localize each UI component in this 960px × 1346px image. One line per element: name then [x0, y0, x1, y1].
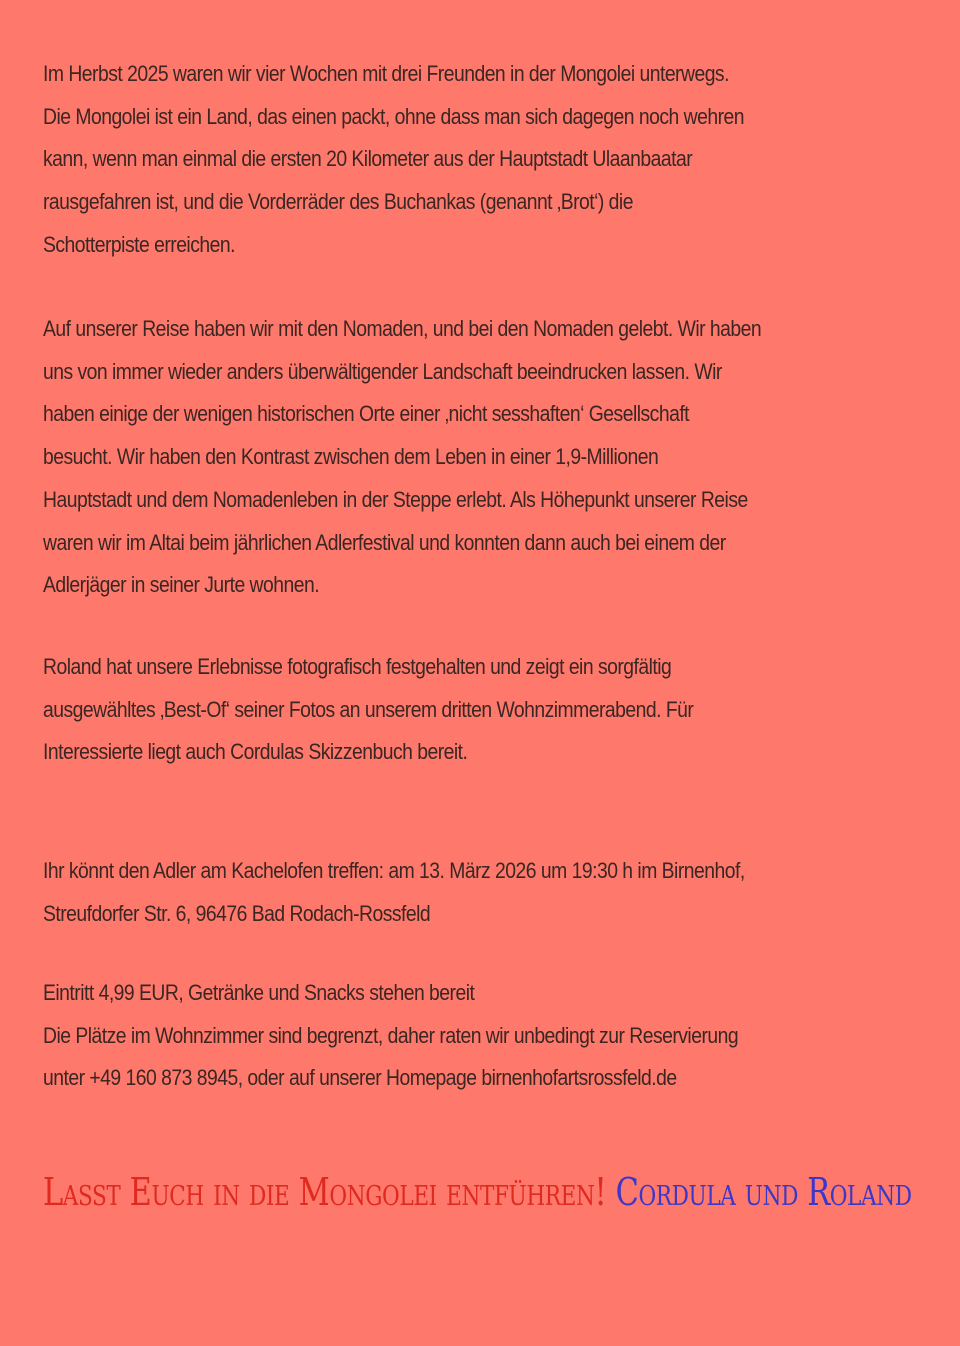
text-line: Adlerjäger in seiner Jurte wohnen. [43, 572, 320, 598]
text-line: Eintritt 4,99 EUR, Getränke und Snacks stehen bereit [43, 980, 475, 1005]
intro-paragraph [43, 53, 817, 267]
text-line: waren wir im Altai beim jährlichen Adlerfestival und konnten dann auch bei einem der [43, 529, 726, 555]
text-line: Ihr könnt den Adler am Kachelofen treffen: am 13. März 2026 um 19:30 h im Birnenhof, [43, 858, 745, 883]
text-line: kann, wenn man einmal die ersten 20 Kilometer aus der Hauptstadt Ulaanbaatar [43, 146, 693, 172]
text-line: Die Mongolei ist ein Land, das einen packt, ohne dass man sich dagegen noch wehren [43, 103, 745, 129]
text-line: Schotterpiste erreichen. [43, 231, 235, 257]
text-line: rausgefahren ist, und die Vorderräder des Buchankas (genannt ‚Brot‘) die [43, 189, 633, 215]
closing-line [43, 1162, 912, 1222]
text-line: Hauptstadt und dem Nomadenleben in der Steppe erlebt. Als Höhepunkt unserer Reise [43, 486, 748, 512]
text-line: ausgewähltes ‚Best-Of‘ seiner Fotos an unserem dritten Wohnzimmerabend. Für [43, 696, 694, 722]
text-line: Auf unserer Reise haben wir mit den Nomaden, und bei den Nomaden gelebt. Wir haben [43, 316, 762, 341]
photos-paragraph [43, 646, 817, 774]
text-line: besucht. Wir haben den Kontrast zwischen dem Leben in einer 1,9-Millionen [43, 444, 659, 470]
text-line: haben einige der wenigen historischen Orte einer ‚nicht sesshaften‘ Gesellschaft [43, 401, 690, 427]
text-line: uns von immer wieder anders überwältigender Landschaft beeindrucken lassen. Wir [43, 358, 722, 384]
tagline: Lasst Euch in die Mongolei entführen! [43, 1170, 607, 1214]
text-line: Interessierte liegt auch Cordulas Skizzenbuch bereit. [43, 739, 468, 765]
journey-paragraph [43, 308, 817, 607]
text-line: Im Herbst 2025 waren wir vier Wochen mit drei Freunden in der Mongolei unterwegs. [43, 61, 729, 86]
signature: Cordula und Roland [615, 1170, 912, 1214]
admission-paragraph [43, 972, 817, 1100]
text-line: unter +49 160 873 8945, oder auf unserer Homepage birnenhofartsrossfeld.de [43, 1065, 677, 1091]
event-details-paragraph [43, 850, 817, 935]
text-line: Streufdorfer Str. 6, 96476 Bad Rodach-Rossfeld [43, 900, 431, 926]
text-line: Roland hat unsere Erlebnisse fotografisch festgehalten und zeigt ein sorgfältig [43, 654, 672, 679]
text-line: Die Plätze im Wohnzimmer sind begrenzt, daher raten wir unbedingt zur Reservierung [43, 1022, 739, 1048]
